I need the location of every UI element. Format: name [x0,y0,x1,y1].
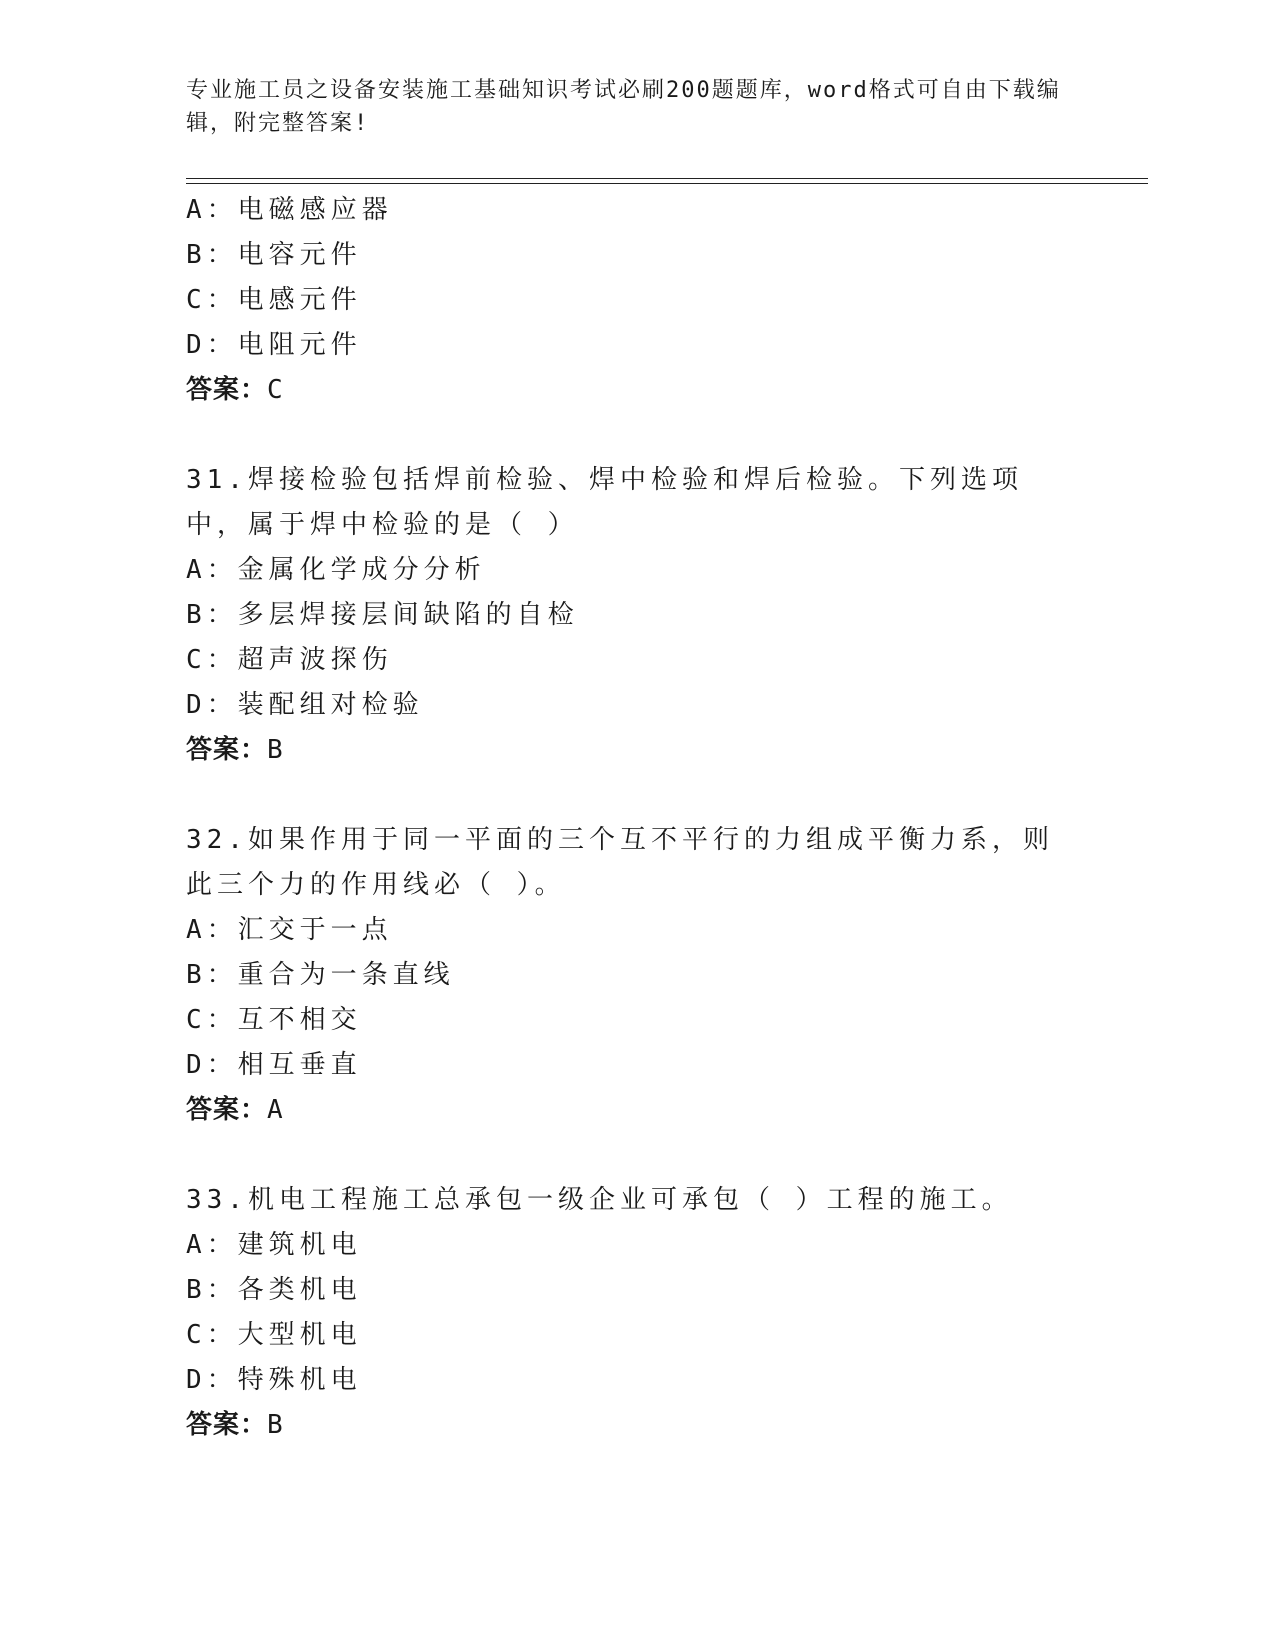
header-divider [186,178,1148,179]
header-divider-double [186,183,1148,184]
option-b: B：重合为一条直线 [186,960,455,990]
option-a: A：汇交于一点 [186,915,393,945]
answer-line [186,368,1066,413]
answer-value: B [267,735,284,765]
answer-line [186,1088,1066,1133]
answer-line [186,728,1066,773]
option-c: C：电感元件 [186,285,362,315]
question-stem: 33.机电工程施工总承包一级企业可承包（ ）工程的施工。 [186,1185,1013,1215]
question-block [186,458,1066,773]
option-b: B：各类机电 [186,1275,362,1305]
option-c: C：超声波探伤 [186,645,393,675]
answer-label: 答案： [186,1095,268,1125]
option-d: D：相互垂直 [186,1050,362,1080]
answer-value: B [267,1410,284,1440]
answer-label: 答案： [186,1410,268,1440]
option-d: D：装配组对检验 [186,690,424,720]
answer-label: 答案： [186,735,268,765]
option-a: A：金属化学成分分析 [186,555,486,585]
answer-value: A [267,1095,284,1125]
question-stem: 31.焊接检验包括焊前检验、焊中检验和焊后检验。下列选项中，属于焊中检验的是（ ） [186,465,1023,540]
question-list [186,188,1066,1448]
option-b: B：多层焊接层间缺陷的自检 [186,600,579,630]
option-b: B：电容元件 [186,240,362,270]
question-block [186,1178,1066,1448]
option-d: D：特殊机电 [186,1365,362,1395]
option-c: C：大型机电 [186,1320,362,1350]
option-c: C：互不相交 [186,1005,362,1035]
option-a: A：电磁感应器 [186,195,393,225]
option-d: D：电阻元件 [186,330,362,360]
answer-label: 答案： [186,375,268,405]
question-block [186,818,1066,1133]
question-stem: 32.如果作用于同一平面的三个互不平行的力组成平衡力系，则此三个力的作用线必（ ）。 [186,825,1054,900]
option-a: A：建筑机电 [186,1230,362,1260]
answer-value: C [267,375,284,405]
question-block [186,188,1066,413]
document-header: 专业施工员之设备安装施工基础知识考试必刷200题题库，word格式可自由下载编辑，附完整答案! [186,78,1061,136]
answer-line [186,1403,1066,1448]
